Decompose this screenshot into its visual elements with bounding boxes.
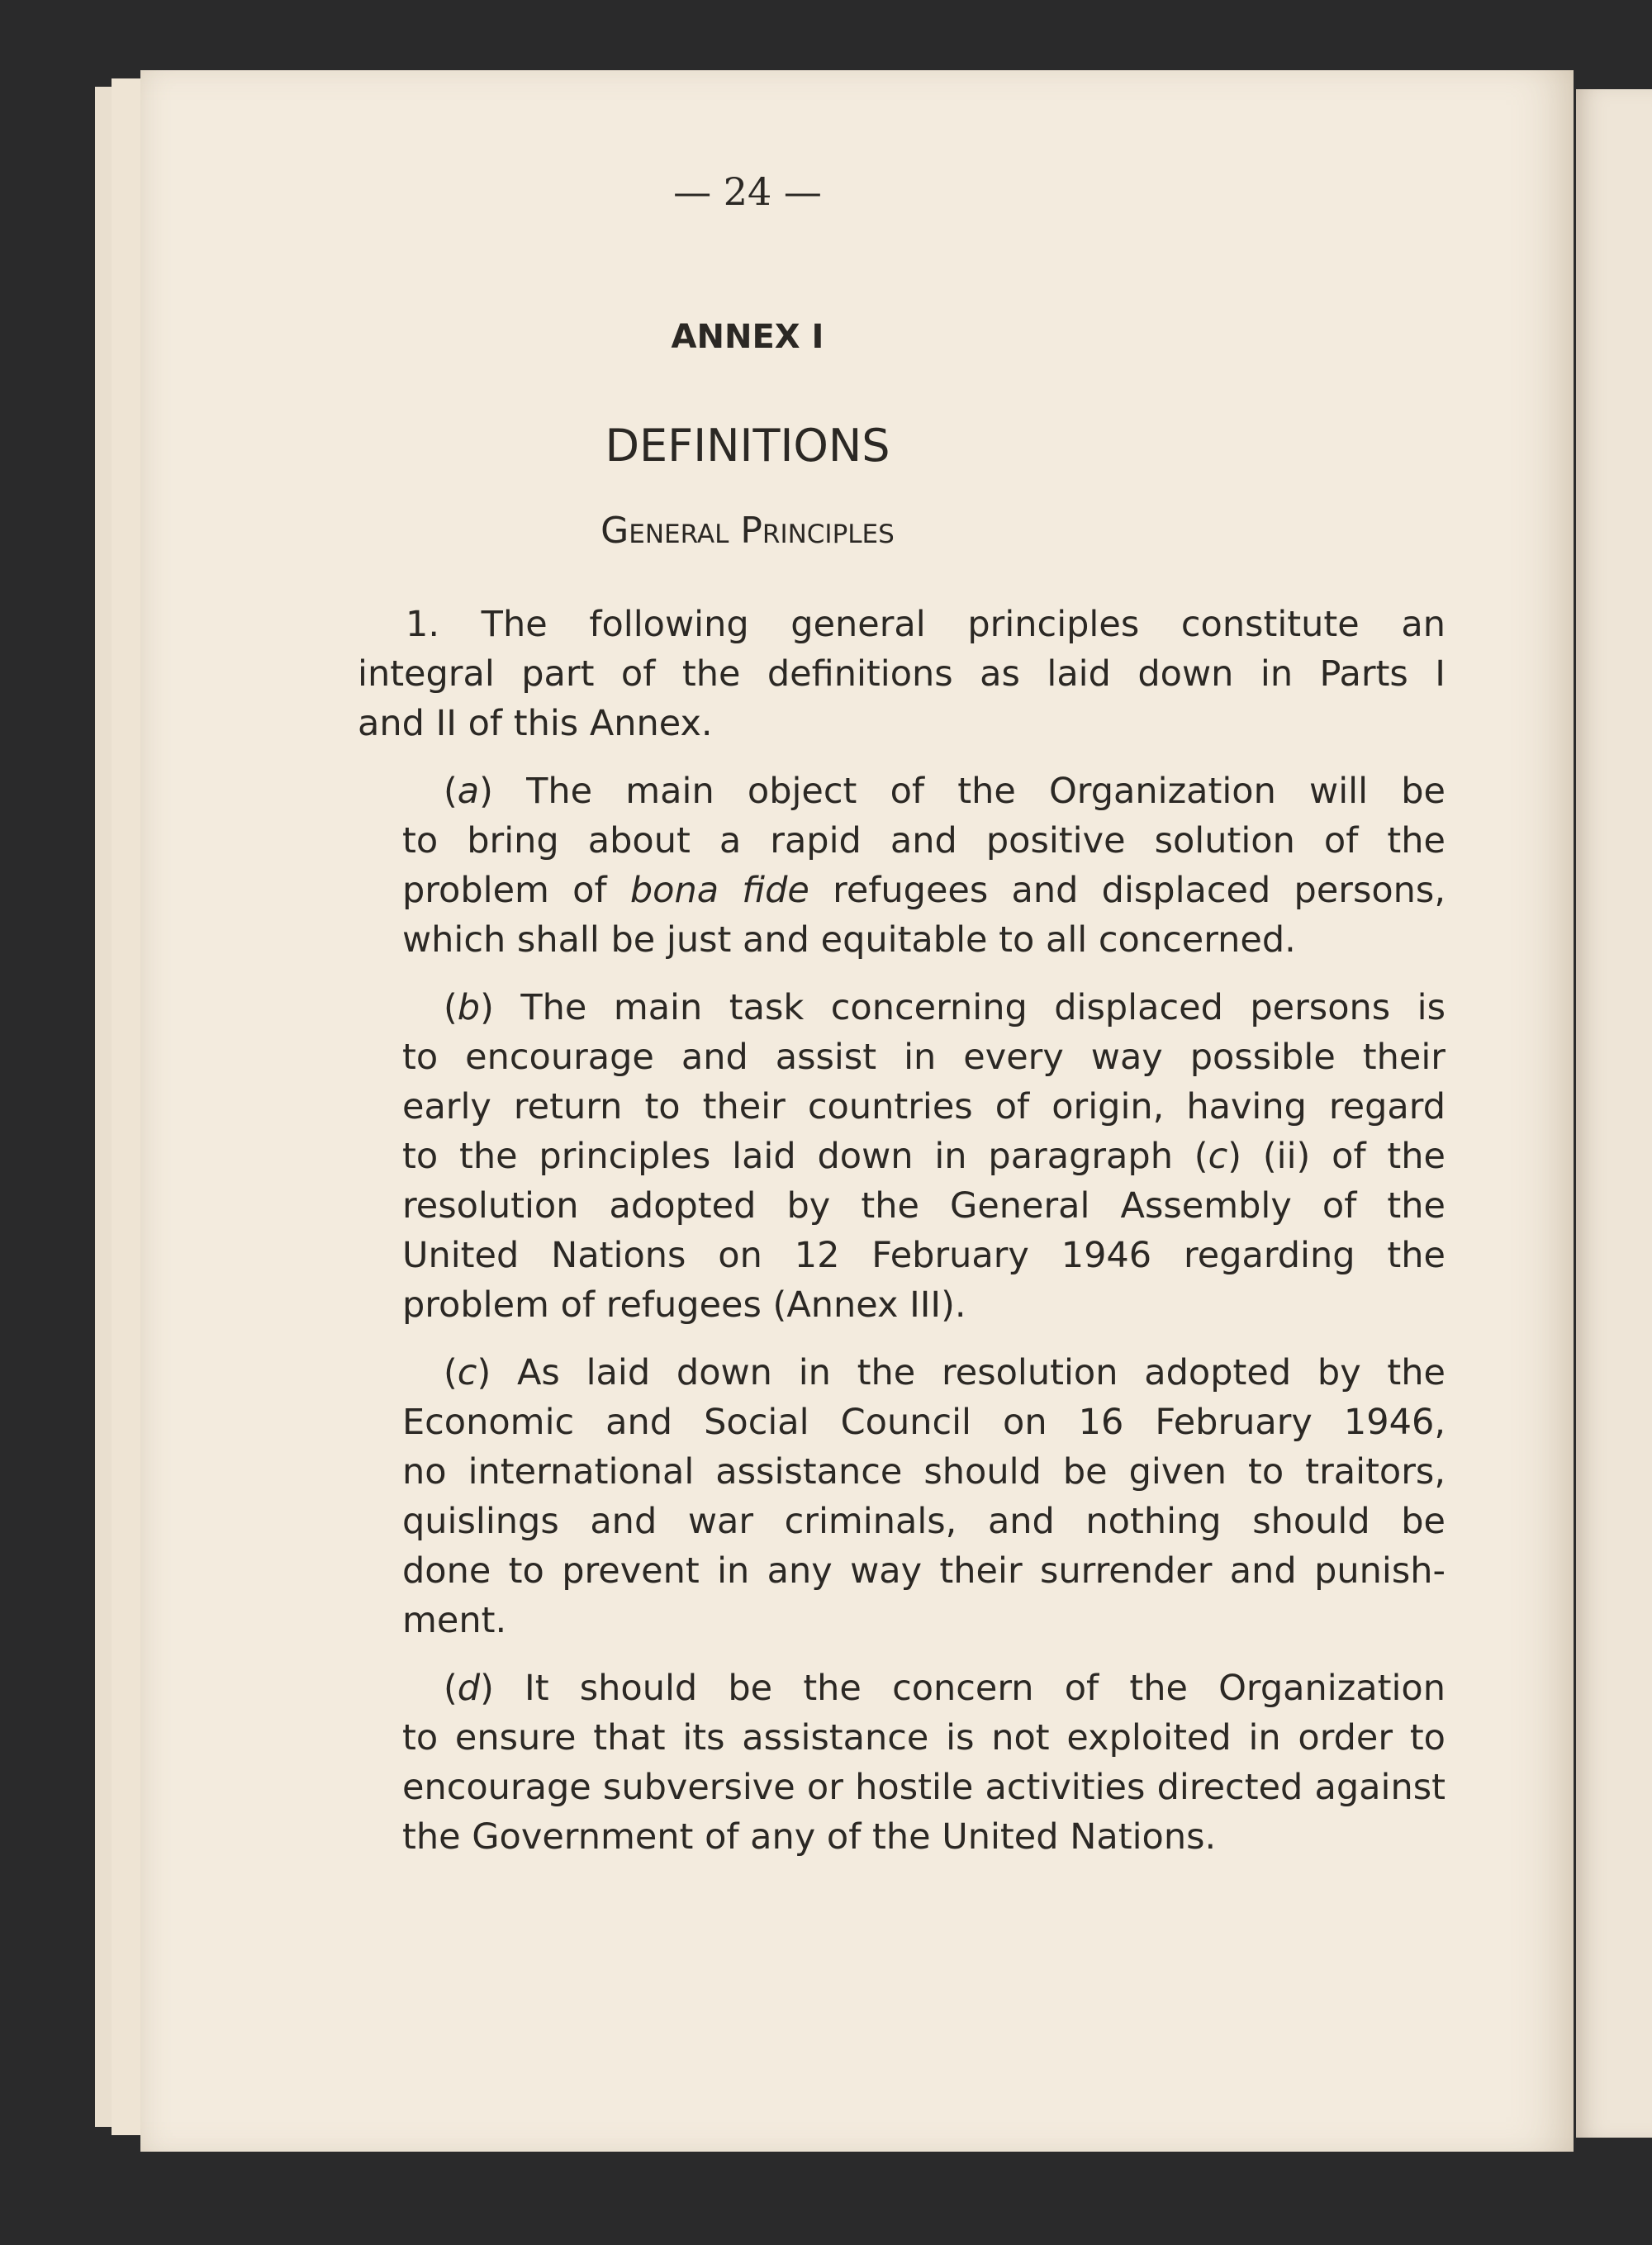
- text-segment: and II of this Annex.: [358, 703, 713, 744]
- text-line: [402, 983, 1446, 1032]
- text-line: [402, 1032, 1446, 1082]
- text-segment: encourage subversive or hostile activities directed against: [402, 1767, 1446, 1808]
- text-segment: quislings and war criminals, and nothing should be: [402, 1501, 1446, 1542]
- text-line: [402, 1348, 1446, 1398]
- text-line: [402, 1596, 1446, 1645]
- text-segment: resolution adopted by the General Assembly of the: [402, 1185, 1446, 1227]
- text-line: [358, 600, 1446, 649]
- text-line: [402, 1280, 1446, 1330]
- text-line: [402, 1398, 1446, 1447]
- text-line: [402, 915, 1446, 965]
- text-segment: no international assistance should be given to traitors,: [402, 1451, 1446, 1493]
- paragraph: [402, 1348, 1446, 1645]
- text-line: [402, 1664, 1446, 1713]
- text-line: [402, 1231, 1446, 1280]
- paragraph: [358, 600, 1446, 748]
- text-segment: ment.: [402, 1600, 507, 1641]
- section-title: DEFINITIONS: [605, 420, 890, 472]
- text-segment: problem of: [402, 870, 630, 911]
- text-segment: to the principles laid down in paragraph (: [402, 1136, 1208, 1177]
- text-segment: (: [444, 987, 458, 1028]
- text-segment: ) As laid down in the resolution adopted by the: [477, 1352, 1446, 1393]
- text-line: [402, 1181, 1446, 1231]
- text-segment: (: [444, 771, 458, 812]
- text-segment: to bring about a rapid and positive solution of the: [402, 820, 1446, 861]
- text-line: [402, 1546, 1446, 1596]
- text-line: [402, 1713, 1446, 1763]
- text-line: [402, 767, 1446, 816]
- text-segment: to encourage and assist in every way possible their: [402, 1037, 1446, 1078]
- paragraph: [402, 983, 1446, 1330]
- italic-text: d: [457, 1668, 481, 1709]
- text-segment: done to prevent in any way their surrender and punish-: [402, 1550, 1446, 1592]
- text-line: [402, 1132, 1446, 1181]
- text-segment: ) It should be the concern of the Organization: [480, 1668, 1446, 1709]
- text-segment: (: [444, 1668, 458, 1709]
- text-segment: the Government of any of the United Nations.: [402, 1816, 1217, 1858]
- italic-text: a: [457, 771, 480, 812]
- annex-title: ANNEX I: [671, 318, 824, 356]
- paragraph: [402, 1664, 1446, 1862]
- text-line: [402, 1447, 1446, 1497]
- page-number: — 24 —: [673, 169, 822, 214]
- body-text: [358, 600, 1446, 1862]
- text-segment: integral part of the definitions as laid down in Parts I: [358, 653, 1446, 695]
- text-segment: 1. The following general principles constitute an: [406, 604, 1446, 645]
- text-segment: early return to their countries of origin, having regard: [402, 1086, 1446, 1127]
- italic-text: c: [457, 1352, 477, 1393]
- text-line: [358, 649, 1446, 699]
- text-line: [402, 866, 1446, 915]
- text-segment: ) The main task concerning displaced persons is: [480, 987, 1446, 1028]
- text-segment: ) (ii) of the: [1227, 1136, 1446, 1177]
- text-segment: United Nations on 12 February 1946 regarding the: [402, 1235, 1446, 1276]
- text-line: [402, 1763, 1446, 1812]
- text-line: [402, 1497, 1446, 1546]
- italic-text: b: [457, 987, 481, 1028]
- text-line: [402, 1812, 1446, 1862]
- paragraph: [402, 767, 1446, 965]
- text-segment: refugees and displaced persons,: [809, 870, 1446, 911]
- text-segment: to ensure that its assistance is not exploited in order to: [402, 1717, 1446, 1759]
- text-line: [358, 699, 1446, 748]
- text-segment: Economic and Social Council on 16 February 1946,: [402, 1402, 1446, 1443]
- text-segment: (: [444, 1352, 458, 1393]
- italic-text: c: [1208, 1136, 1228, 1177]
- text-segment: ) The main object of the Organization will be: [479, 771, 1446, 812]
- text-line: [402, 816, 1446, 866]
- text-segment: which shall be just and equitable to all concerned.: [402, 919, 1296, 961]
- text-line: [402, 1082, 1446, 1132]
- facing-page-edge: [1576, 89, 1652, 2138]
- text-segment: problem of refugees (Annex III).: [402, 1284, 966, 1326]
- italic-text: bona fide: [629, 870, 809, 911]
- subsection-title: General Principles: [601, 510, 895, 552]
